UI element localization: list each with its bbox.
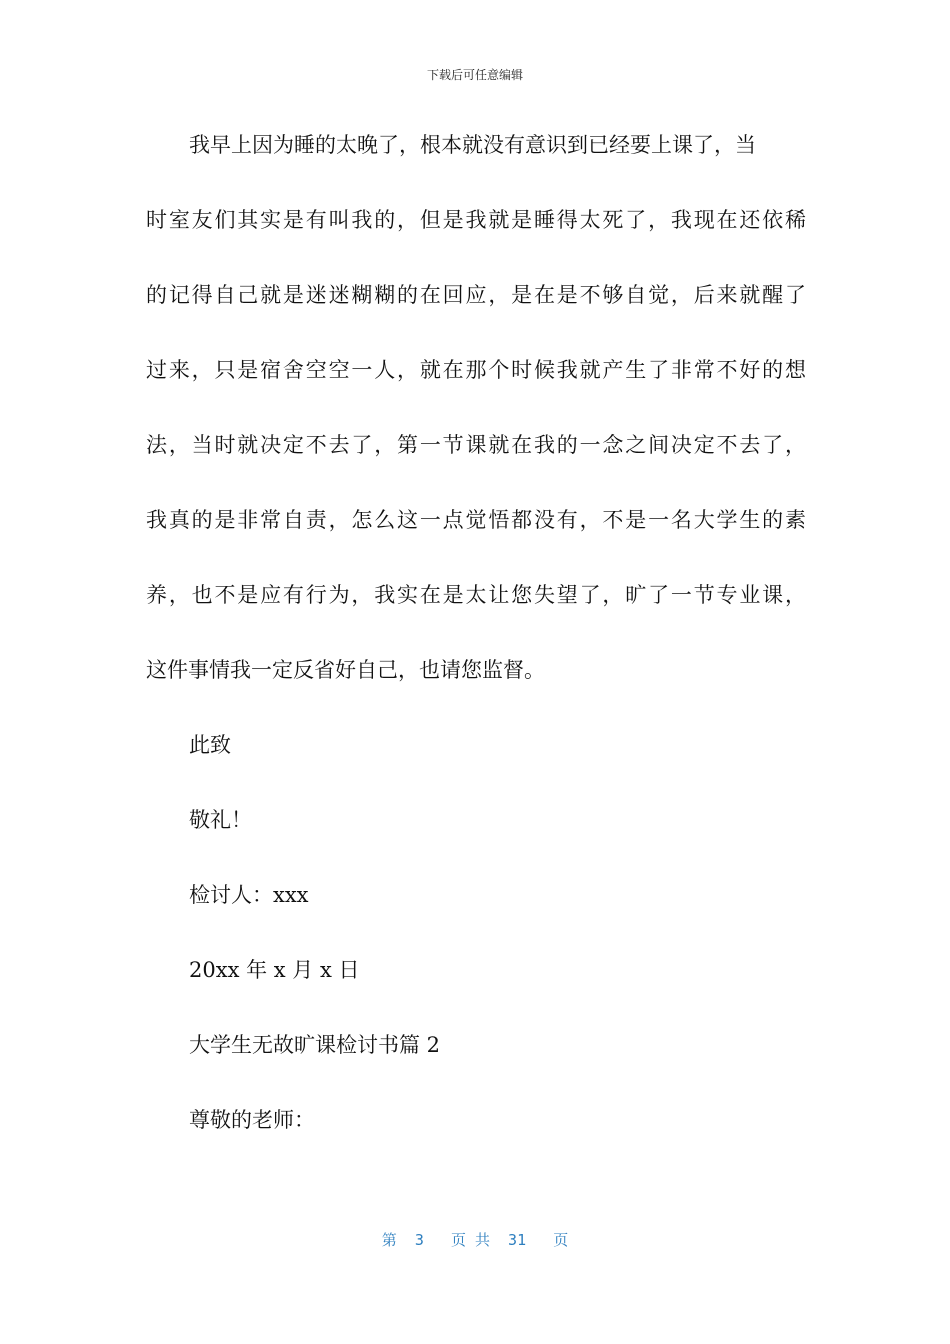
paragraph-line-4: 过来，只是宿舍空空一人，就在那个时候我就产生了非常不好的想	[146, 358, 806, 382]
salutation: 尊敬的老师：	[189, 1108, 315, 1132]
signer-line: 检讨人：xxx	[189, 883, 309, 907]
page-footer: 第 3 页 共 31 页	[381, 1231, 569, 1249]
paragraph-line-1: 我早上因为睡的太晚了，根本就没有意识到已经要上课了，当	[189, 133, 756, 157]
paragraph-line-2: 时室友们其实是有叫我的，但是我就是睡得太死了，我现在还依稀	[146, 208, 806, 232]
next-section-title: 大学生无故旷课检讨书篇 2	[189, 1033, 441, 1057]
paragraph-line-8: 这件事情我一定反省好自己，也请您监督。	[146, 658, 545, 682]
paragraph-line-3: 的记得自己就是迷迷糊糊的在回应，是在是不够自觉，后来就醒了	[146, 283, 806, 307]
page-header: 下载后可任意编辑	[426, 68, 523, 82]
paragraph-line-6: 我真的是非常自责，怎么这一点觉悟都没有，不是一名大学生的素	[146, 508, 806, 532]
date-line: 20xx 年 x 月 x 日	[189, 958, 360, 982]
paragraph-line-5: 法，当时就决定不去了，第一节课就在我的一念之间决定不去了，	[146, 433, 806, 457]
closing-jing-li: 敬礼！	[189, 808, 252, 832]
closing-ci-zhi: 此致	[189, 733, 231, 757]
paragraph-line-7: 养，也不是应有行为，我实在是太让您失望了，旷了一节专业课，	[146, 583, 806, 607]
